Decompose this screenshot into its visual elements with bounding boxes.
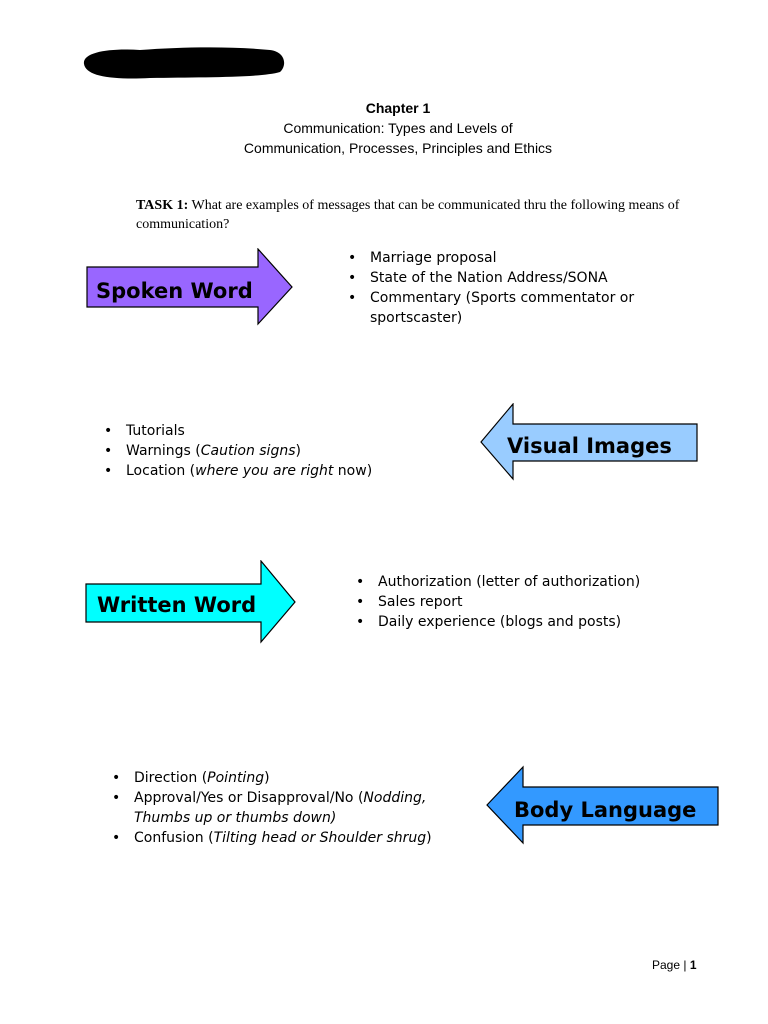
visual-images-label: Visual Images (507, 434, 672, 458)
list-item: • Daily experience (blogs and posts) (354, 612, 674, 632)
chapter-subtitle-line1: Communication: Types and Levels of (283, 120, 513, 136)
list-item: • Authorization (letter of authorization) (354, 572, 674, 592)
spoken-word-list (346, 248, 666, 328)
spoken-word-label: Spoken Word (96, 279, 253, 303)
list-item: • Approval/Yes or Disapproval/No (Nodding, Thumbs up or thumbs down) (110, 788, 460, 828)
page-number: 1 (689, 958, 697, 972)
list-item: • Sales report (354, 592, 674, 612)
page-footer (652, 958, 697, 972)
list-item: • Marriage proposal (346, 248, 666, 268)
list-item: • Direction (Pointing) (110, 768, 460, 788)
body-language-label: Body Language (514, 798, 697, 822)
task-text: What are examples of messages that can be communicated thru the following means of communication? (136, 198, 680, 232)
visual-images-list (102, 421, 422, 481)
list-item: • Confusion (Tilting head or Shoulder shrug) (110, 828, 460, 848)
redaction-mark (80, 44, 288, 82)
list-item: • State of the Nation Address/SONA (346, 268, 666, 288)
list-item: • Location (where you are right now) (102, 461, 422, 481)
task-question (136, 196, 736, 234)
list-item: • Commentary (Sports commentator or sportscaster) (346, 288, 666, 328)
chapter-title: Chapter 1 (365, 100, 431, 116)
page-separator: | (680, 958, 690, 972)
task-label: TASK 1: (136, 198, 189, 213)
written-word-label: Written Word (97, 593, 257, 617)
list-item: • Warnings (Caution signs) (102, 441, 422, 461)
chapter-subtitle-line2: Communication, Processes, Principles and Ethics (243, 140, 553, 156)
body-language-list (110, 768, 460, 848)
written-word-list (354, 572, 674, 632)
page-label: Page (652, 958, 681, 972)
list-item: • Tutorials (102, 421, 422, 441)
